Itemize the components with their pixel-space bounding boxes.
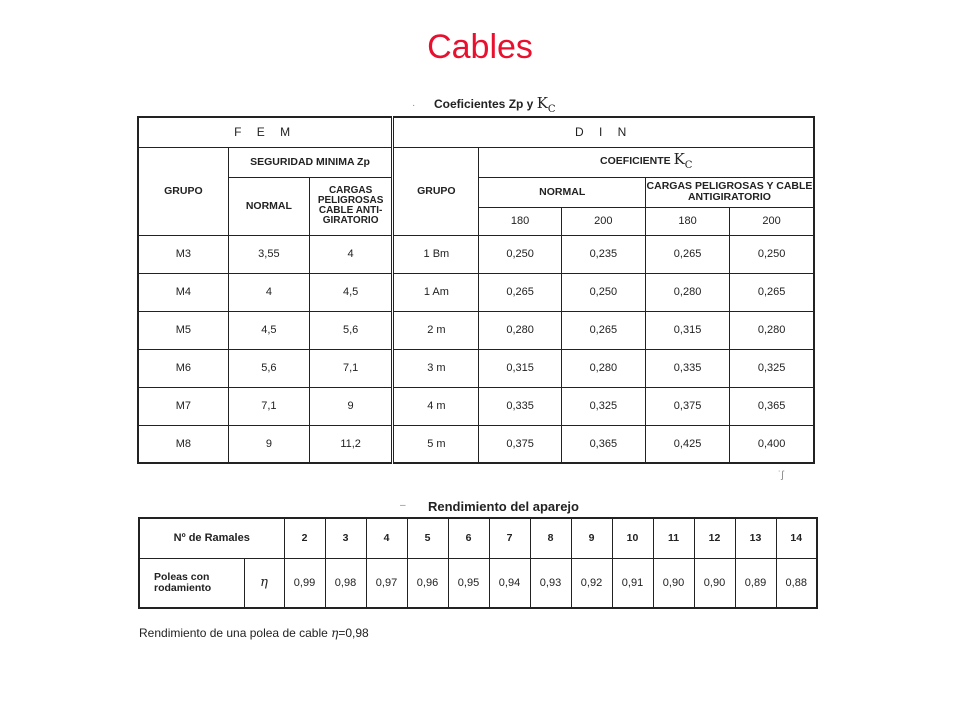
fem-grupo-cell: M8 bbox=[138, 425, 228, 463]
din-grupo-cell: 4 m bbox=[393, 387, 479, 425]
rendimiento-table bbox=[138, 517, 818, 609]
rendimiento-row bbox=[139, 558, 817, 608]
rendimiento-cell: 0,89 bbox=[735, 558, 776, 608]
cargas-cell: 11,2 bbox=[310, 425, 393, 463]
kc-symbol bbox=[536, 94, 556, 115]
eta-symbol: η bbox=[244, 558, 284, 608]
ramal-cell: 12 bbox=[694, 518, 735, 558]
rendimiento-caption: Rendimiento del aparejo bbox=[428, 499, 579, 514]
sub-col-normal-200: 200 bbox=[561, 207, 645, 235]
cargas-cell: 4,5 bbox=[310, 273, 393, 311]
n180-cell: 0,315 bbox=[479, 349, 561, 387]
normal-cell: 4,5 bbox=[228, 311, 309, 349]
c180-cell: 0,315 bbox=[645, 311, 729, 349]
fem-header: F E M bbox=[138, 117, 393, 147]
cargas-cell: 5,6 bbox=[310, 311, 393, 349]
normal-cell: 4 bbox=[228, 273, 309, 311]
n200-cell: 0,325 bbox=[561, 387, 645, 425]
coeficiente-kc-symbol bbox=[673, 149, 693, 171]
n200-cell: 0,265 bbox=[561, 311, 645, 349]
c200-cell: 0,325 bbox=[730, 349, 814, 387]
rendimiento-cell: 0,88 bbox=[776, 558, 817, 608]
rendimiento-cell: 0,95 bbox=[448, 558, 489, 608]
din-normal-header: NORMAL bbox=[479, 177, 645, 207]
c200-cell: 0,250 bbox=[730, 235, 814, 273]
footnote bbox=[139, 626, 369, 640]
footnote-text: Rendimiento de una polea de cable bbox=[139, 626, 328, 640]
rendimiento-cell: 0,94 bbox=[489, 558, 530, 608]
din-grupo-header: GRUPO bbox=[393, 147, 479, 235]
ramal-cell: 5 bbox=[407, 518, 448, 558]
footnote-value: =0,98 bbox=[338, 626, 369, 640]
scan-speck: · bbox=[412, 100, 416, 111]
fem-grupo-cell: M4 bbox=[138, 273, 228, 311]
table-row bbox=[138, 273, 814, 311]
sub-col-normal-180: 180 bbox=[479, 207, 561, 235]
rendimiento-cell: 0,96 bbox=[407, 558, 448, 608]
sub-col-cargas-200: 200 bbox=[730, 207, 814, 235]
normal-cell: 7,1 bbox=[228, 387, 309, 425]
din-grupo-cell: 3 m bbox=[393, 349, 479, 387]
coef-table-caption bbox=[434, 94, 556, 115]
n200-cell: 0,365 bbox=[561, 425, 645, 463]
coef-body bbox=[138, 235, 814, 463]
c180-cell: 0,335 bbox=[645, 349, 729, 387]
fem-cargas-header: CARGAS PELIGROSAS CABLE ANTI-GIRATORIO bbox=[310, 177, 393, 235]
cargas-cell: 7,1 bbox=[310, 349, 393, 387]
ramal-cell: 13 bbox=[735, 518, 776, 558]
ramal-cell: 6 bbox=[448, 518, 489, 558]
ramales-label: Nº de Ramales bbox=[139, 518, 284, 558]
coef-header-row-1 bbox=[138, 117, 814, 147]
n200-cell: 0,280 bbox=[561, 349, 645, 387]
table-row bbox=[138, 387, 814, 425]
c180-cell: 0,425 bbox=[645, 425, 729, 463]
table-row bbox=[138, 235, 814, 273]
rendimiento-cell: 0,97 bbox=[366, 558, 407, 608]
coeficiente-kc-sub: C bbox=[684, 159, 693, 171]
rendimiento-cell: 0,92 bbox=[571, 558, 612, 608]
ramal-cell: 8 bbox=[530, 518, 571, 558]
kc-k: K bbox=[536, 94, 548, 112]
coef-caption-prefix: Coeficientes Zp y bbox=[434, 97, 534, 111]
c180-cell: 0,375 bbox=[645, 387, 729, 425]
c200-cell: 0,280 bbox=[730, 311, 814, 349]
poleas-label: Poleas con rodamiento bbox=[139, 558, 244, 608]
fem-grupo-cell: M6 bbox=[138, 349, 228, 387]
cargas-cell: 4 bbox=[310, 235, 393, 273]
n180-cell: 0,250 bbox=[479, 235, 561, 273]
kc-sub: C bbox=[547, 104, 556, 115]
slide-title: Cables bbox=[427, 28, 533, 66]
rendimiento-cell: 0,90 bbox=[694, 558, 735, 608]
rendimiento-cell: 0,98 bbox=[325, 558, 366, 608]
table-row bbox=[138, 311, 814, 349]
c200-cell: 0,365 bbox=[730, 387, 814, 425]
fem-grupo-cell: M3 bbox=[138, 235, 228, 273]
coef-header-row-2 bbox=[138, 147, 814, 177]
fem-normal-header: NORMAL bbox=[228, 177, 309, 235]
ramal-cell: 11 bbox=[653, 518, 694, 558]
rendimiento-cell: 0,91 bbox=[612, 558, 653, 608]
scan-speck: – bbox=[400, 500, 406, 511]
sub-col-cargas-180: 180 bbox=[645, 207, 729, 235]
ramales-row bbox=[139, 518, 817, 558]
rendimiento-cell: 0,93 bbox=[530, 558, 571, 608]
din-grupo-cell: 5 m bbox=[393, 425, 479, 463]
coeficiente-kc-k: K bbox=[673, 149, 685, 168]
c180-cell: 0,280 bbox=[645, 273, 729, 311]
fem-grupo-header: GRUPO bbox=[138, 147, 228, 235]
ramal-cell: 14 bbox=[776, 518, 817, 558]
normal-cell: 5,6 bbox=[228, 349, 309, 387]
normal-cell: 9 bbox=[228, 425, 309, 463]
normal-cell: 3,55 bbox=[228, 235, 309, 273]
din-grupo-cell: 2 m bbox=[393, 311, 479, 349]
n180-cell: 0,280 bbox=[479, 311, 561, 349]
n180-cell: 0,375 bbox=[479, 425, 561, 463]
ramal-cell: 10 bbox=[612, 518, 653, 558]
seguridad-header: SEGURIDAD MINIMA Zp bbox=[228, 147, 392, 177]
table-row bbox=[138, 425, 814, 463]
ramal-cell: 4 bbox=[366, 518, 407, 558]
coeficiente-label: COEFICIENTE bbox=[600, 154, 671, 167]
ramal-cell: 7 bbox=[489, 518, 530, 558]
ramal-cell: 2 bbox=[284, 518, 325, 558]
rendimiento-cell: 0,90 bbox=[653, 558, 694, 608]
c200-cell: 0,400 bbox=[730, 425, 814, 463]
din-cargas-header: CARGAS PELIGROSAS Y CABLE ANTIGIRATORIO bbox=[645, 177, 814, 207]
din-header: D I N bbox=[393, 117, 814, 147]
table-row bbox=[138, 349, 814, 387]
rendimiento-cell: 0,99 bbox=[284, 558, 325, 608]
cargas-cell: 9 bbox=[310, 387, 393, 425]
ramal-cell: 3 bbox=[325, 518, 366, 558]
n200-cell: 0,250 bbox=[561, 273, 645, 311]
ramal-cell: 9 bbox=[571, 518, 612, 558]
fem-grupo-cell: M5 bbox=[138, 311, 228, 349]
n180-cell: 0,335 bbox=[479, 387, 561, 425]
coef-table bbox=[137, 116, 815, 464]
din-grupo-cell: 1 Bm bbox=[393, 235, 479, 273]
coeficiente-header bbox=[479, 147, 814, 177]
n200-cell: 0,235 bbox=[561, 235, 645, 273]
c180-cell: 0,265 bbox=[645, 235, 729, 273]
fem-grupo-cell: M7 bbox=[138, 387, 228, 425]
c200-cell: 0,265 bbox=[730, 273, 814, 311]
n180-cell: 0,265 bbox=[479, 273, 561, 311]
scan-speck: ˙ʃ bbox=[778, 470, 784, 481]
din-grupo-cell: 1 Am bbox=[393, 273, 479, 311]
footnote-eta: η bbox=[331, 626, 339, 640]
